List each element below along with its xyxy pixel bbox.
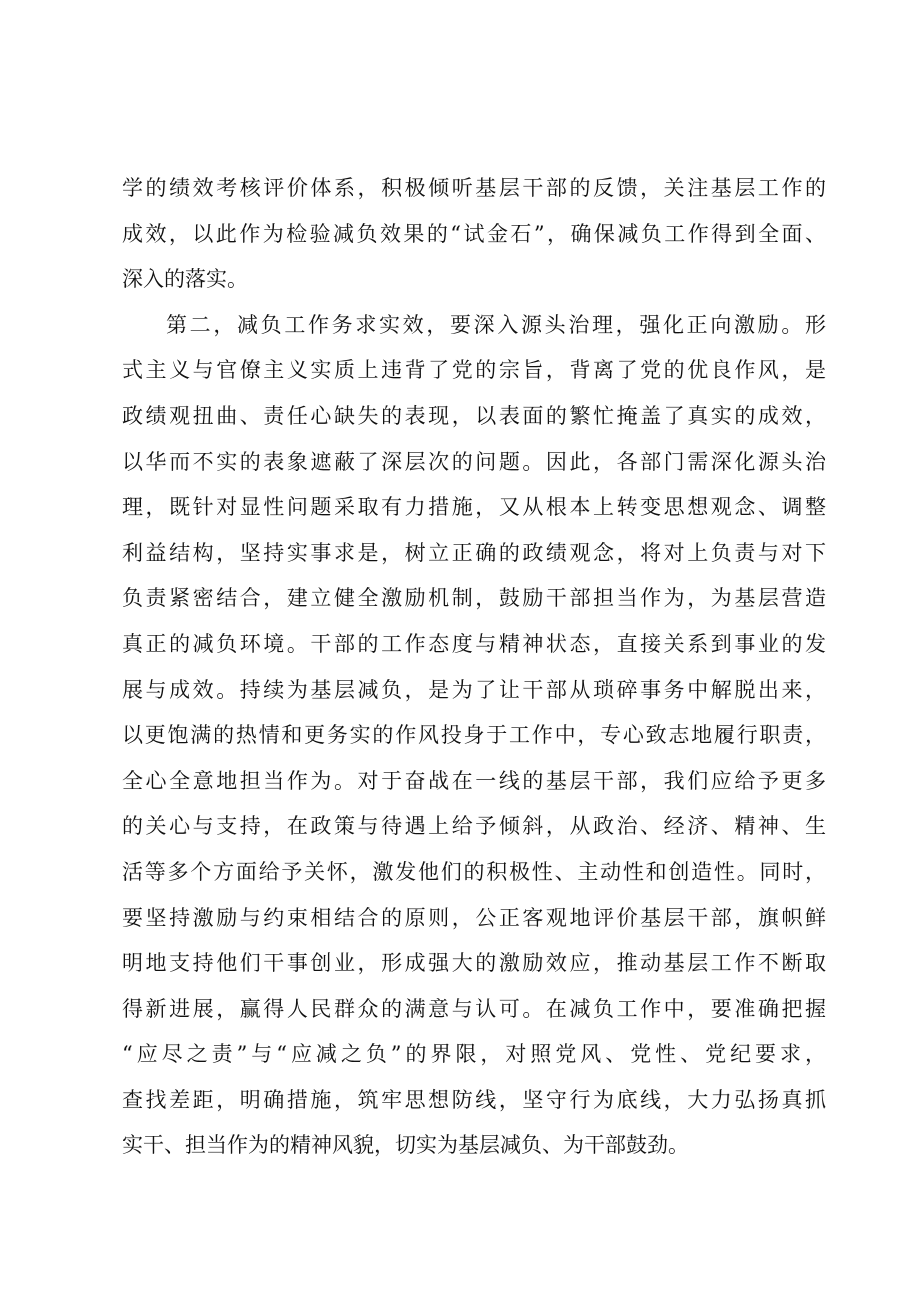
body-line-16: 活等多个方面给予关怀，激发他们的积极性、主动性和创造性。同时， (122, 859, 826, 884)
body-line-6: 政绩观扭曲、责任心缺失的表现，以表面的繁忙掩盖了真实的成效， (122, 403, 826, 428)
body-line-12: 展与成效。持续为基层减负，是为了让干部从琐碎事务中解脱出来， (122, 677, 826, 702)
body-line-1: 学的绩效考核评价体系，积极倾听基层干部的反馈，关注基层工作的 (122, 176, 826, 200)
body-line-18: 明地支持他们干事创业，形成强大的激励效应，推动基层工作不断取 (122, 951, 826, 976)
body-line-19: 得新进展，赢得人民群众的满意与认可。在减负工作中，要准确把握 (122, 996, 826, 1021)
body-line-8: 理，既针对显性问题采取有力措施，又从根本上转变思想观念、调整 (122, 495, 826, 520)
body-line-2: 成效，以此作为检验减负效果的“试金石”，确保减负工作得到全面、 (122, 221, 826, 246)
body-line-10: 负责紧密结合，建立健全激励机制，鼓励干部担当作为，为基层营造 (122, 586, 826, 611)
body-line-7: 以华而不实的表象遮蔽了深层次的问题。因此，各部门需深化源头治 (122, 449, 826, 474)
body-line-20: “应尽之责”与“应减之负”的界限，对照党风、党性、党纪要求， (122, 1042, 826, 1067)
body-line-5: 式主义与官僚主义实质上违背了党的宗旨，背离了党的优良作风，是 (122, 358, 826, 383)
body-line-13: 以更饱满的热情和更务实的作风投身于工作中，专心致志地履行职责， (122, 723, 826, 748)
body-line-21: 查找差距，明确措施，筑牢思想防线，坚守行为底线，大力弘扬真抓 (122, 1087, 826, 1112)
body-line-14: 全心全意地担当作为。对于奋战在一线的基层干部，我们应给予更多 (122, 768, 826, 793)
body-line-22: 实干、担当作为的精神风貌，切实为基层减负、为干部鼓劲。 (122, 1133, 689, 1158)
body-line-3: 深入的落实。 (122, 267, 248, 292)
body-line-9: 利益结构，坚持实事求是，树立正确的政绩观念，将对上负责与对下 (122, 540, 826, 565)
document-body (122, 166, 826, 1169)
body-line-15: 的关心与支持，在政策与待遇上给予倾斜，从政治、经济、精神、生 (122, 814, 826, 839)
body-line-17: 要坚持激励与约束相结合的原则，公正客观地评价基层干部，旗帜鲜 (122, 905, 826, 930)
body-line-11: 真正的减负环境。干部的工作态度与精神状态，直接关系到事业的发 (122, 631, 826, 656)
body-line-4: 第二，减负工作务求实效，要深入源头治理，强化正向激励。形 (166, 312, 826, 337)
